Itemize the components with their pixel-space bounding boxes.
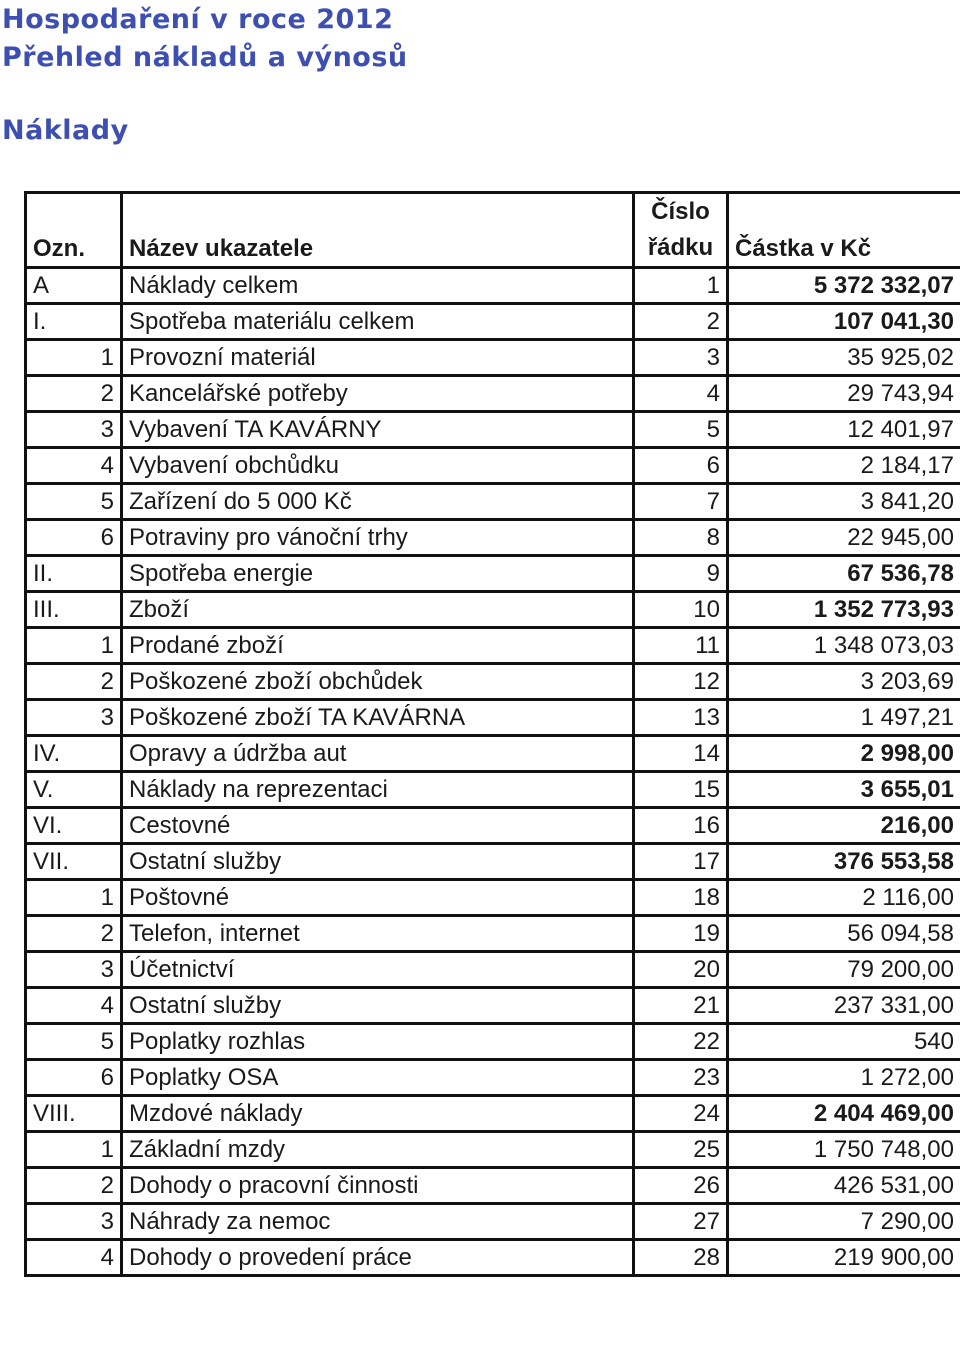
row-amount: 1 352 773,93: [728, 592, 960, 628]
row-number: 19: [634, 916, 728, 952]
table-row: [26, 1204, 960, 1240]
row-name: Náklady na reprezentaci: [122, 772, 634, 808]
row-number: 22: [634, 1024, 728, 1060]
row-number: 7: [634, 484, 728, 520]
row-name: Náhrady za nemoc: [122, 1204, 634, 1240]
row-amount: 2 116,00: [728, 880, 960, 916]
row-number: 10: [634, 592, 728, 628]
row-number: 9: [634, 556, 728, 592]
row-number: 1: [634, 268, 728, 304]
row-mark: 2: [26, 916, 122, 952]
table-row: [26, 340, 960, 376]
row-mark: 2: [26, 664, 122, 700]
row-number: 6: [634, 448, 728, 484]
row-mark: 2: [26, 1168, 122, 1204]
table-row: [26, 376, 960, 412]
row-name: Opravy a údržba aut: [122, 736, 634, 772]
row-number: 21: [634, 988, 728, 1024]
costs-table: [24, 191, 960, 1277]
row-number: 23: [634, 1060, 728, 1096]
row-amount: 2 404 469,00: [728, 1096, 960, 1132]
row-number: 11: [634, 628, 728, 664]
row-name: Poplatky rozhlas: [122, 1024, 634, 1060]
row-mark: VIII.: [26, 1096, 122, 1132]
row-name: Spotřeba materiálu celkem: [122, 304, 634, 340]
table-row: [26, 448, 960, 484]
row-name: Telefon, internet: [122, 916, 634, 952]
row-amount: 79 200,00: [728, 952, 960, 988]
document-title: Hospodaření v roce 2012: [2, 4, 394, 35]
row-number: 26: [634, 1168, 728, 1204]
table-row: [26, 844, 960, 880]
row-amount: 56 094,58: [728, 916, 960, 952]
table-row: [26, 520, 960, 556]
row-number: 2: [634, 304, 728, 340]
row-name: Vybavení TA KAVÁRNY: [122, 412, 634, 448]
table-row: [26, 268, 960, 304]
row-number: 17: [634, 844, 728, 880]
row-number: 12: [634, 664, 728, 700]
row-mark: 4: [26, 1240, 122, 1276]
row-number: 18: [634, 880, 728, 916]
table-row: [26, 556, 960, 592]
row-amount: 376 553,58: [728, 844, 960, 880]
row-number: 4: [634, 376, 728, 412]
row-mark: 1: [26, 880, 122, 916]
row-name: Poplatky OSA: [122, 1060, 634, 1096]
row-mark: 4: [26, 448, 122, 484]
row-number: 16: [634, 808, 728, 844]
row-amount: 22 945,00: [728, 520, 960, 556]
header-mark: Ozn.: [26, 193, 122, 268]
row-amount: 1 497,21: [728, 700, 960, 736]
row-name: Zboží: [122, 592, 634, 628]
row-amount: 35 925,02: [728, 340, 960, 376]
table-row: [26, 1024, 960, 1060]
row-name: Poštovné: [122, 880, 634, 916]
table-row: [26, 916, 960, 952]
row-mark: 3: [26, 952, 122, 988]
row-number: 25: [634, 1132, 728, 1168]
row-mark: 3: [26, 1204, 122, 1240]
row-amount: 2 184,17: [728, 448, 960, 484]
header-amount: Částka v Kč: [728, 193, 960, 268]
row-name: Ostatní služby: [122, 988, 634, 1024]
table-row: [26, 304, 960, 340]
row-name: Ostatní služby: [122, 844, 634, 880]
row-mark: A: [26, 268, 122, 304]
row-amount: 540: [728, 1024, 960, 1060]
row-amount: 5 372 332,07: [728, 268, 960, 304]
row-mark: 1: [26, 1132, 122, 1168]
row-number: 5: [634, 412, 728, 448]
row-number: 28: [634, 1240, 728, 1276]
row-amount: 1 348 073,03: [728, 628, 960, 664]
row-amount: 2 998,00: [728, 736, 960, 772]
row-amount: 3 655,01: [728, 772, 960, 808]
row-name: Cestovné: [122, 808, 634, 844]
header-row-line1: Číslo: [651, 198, 710, 225]
row-mark: 6: [26, 520, 122, 556]
header-row-line2: řádku: [647, 234, 714, 261]
row-mark: V.: [26, 772, 122, 808]
row-amount: 426 531,00: [728, 1168, 960, 1204]
row-mark: 1: [26, 628, 122, 664]
row-name: Zařízení do 5 000 Kč: [122, 484, 634, 520]
row-mark: II.: [26, 556, 122, 592]
row-number: 8: [634, 520, 728, 556]
table-row: [26, 736, 960, 772]
table-row: [26, 1096, 960, 1132]
row-name: Kancelářské potřeby: [122, 376, 634, 412]
table-row: [26, 412, 960, 448]
table-row: [26, 628, 960, 664]
row-amount: 12 401,97: [728, 412, 960, 448]
row-mark: 6: [26, 1060, 122, 1096]
table-row: [26, 988, 960, 1024]
row-mark: I.: [26, 304, 122, 340]
row-mark: 5: [26, 484, 122, 520]
row-amount: 29 743,94: [728, 376, 960, 412]
row-mark: 2: [26, 376, 122, 412]
table-row: [26, 808, 960, 844]
row-mark: III.: [26, 592, 122, 628]
table-row: [26, 880, 960, 916]
row-number: 20: [634, 952, 728, 988]
row-amount: 107 041,30: [728, 304, 960, 340]
row-mark: VII.: [26, 844, 122, 880]
row-amount: 219 900,00: [728, 1240, 960, 1276]
row-mark: VI.: [26, 808, 122, 844]
row-number: 15: [634, 772, 728, 808]
row-mark: 5: [26, 1024, 122, 1060]
row-number: 14: [634, 736, 728, 772]
row-mark: 1: [26, 340, 122, 376]
row-number: 27: [634, 1204, 728, 1240]
table-row: [26, 1060, 960, 1096]
table-row: [26, 1168, 960, 1204]
section-heading: Náklady: [2, 115, 129, 146]
row-name: Poškozené zboží obchůdek: [122, 664, 634, 700]
table-row: [26, 1132, 960, 1168]
row-name: Vybavení obchůdku: [122, 448, 634, 484]
row-amount: 7 290,00: [728, 1204, 960, 1240]
row-name: Potraviny pro vánoční trhy: [122, 520, 634, 556]
table-row: [26, 1240, 960, 1276]
row-amount: 3 203,69: [728, 664, 960, 700]
table-row: [26, 664, 960, 700]
table-row: [26, 952, 960, 988]
row-name: Účetnictví: [122, 952, 634, 988]
row-name: Dohody o pracovní činnosti: [122, 1168, 634, 1204]
row-name: Náklady celkem: [122, 268, 634, 304]
header-name: Název ukazatele: [122, 193, 634, 268]
row-amount: 237 331,00: [728, 988, 960, 1024]
row-mark: 4: [26, 988, 122, 1024]
document-subtitle: Přehled nákladů a výnosů: [2, 42, 408, 73]
header-row-number: [634, 193, 728, 268]
row-amount: 67 536,78: [728, 556, 960, 592]
table-row: [26, 772, 960, 808]
row-amount: 3 841,20: [728, 484, 960, 520]
table-header-row: [26, 193, 960, 268]
row-name: Provozní materiál: [122, 340, 634, 376]
row-number: 24: [634, 1096, 728, 1132]
table-row: [26, 484, 960, 520]
row-amount: 1 750 748,00: [728, 1132, 960, 1168]
row-name: Dohody o provedení práce: [122, 1240, 634, 1276]
row-number: 13: [634, 700, 728, 736]
row-number: 3: [634, 340, 728, 376]
row-name: Prodané zboží: [122, 628, 634, 664]
table-body: [26, 268, 960, 1276]
row-amount: 216,00: [728, 808, 960, 844]
row-name: Spotřeba energie: [122, 556, 634, 592]
row-mark: 3: [26, 412, 122, 448]
row-amount: 1 272,00: [728, 1060, 960, 1096]
row-name: Mzdové náklady: [122, 1096, 634, 1132]
row-mark: 3: [26, 700, 122, 736]
row-name: Poškozené zboží TA KAVÁRNA: [122, 700, 634, 736]
table-row: [26, 592, 960, 628]
table-row: [26, 700, 960, 736]
row-mark: IV.: [26, 736, 122, 772]
row-name: Základní mzdy: [122, 1132, 634, 1168]
